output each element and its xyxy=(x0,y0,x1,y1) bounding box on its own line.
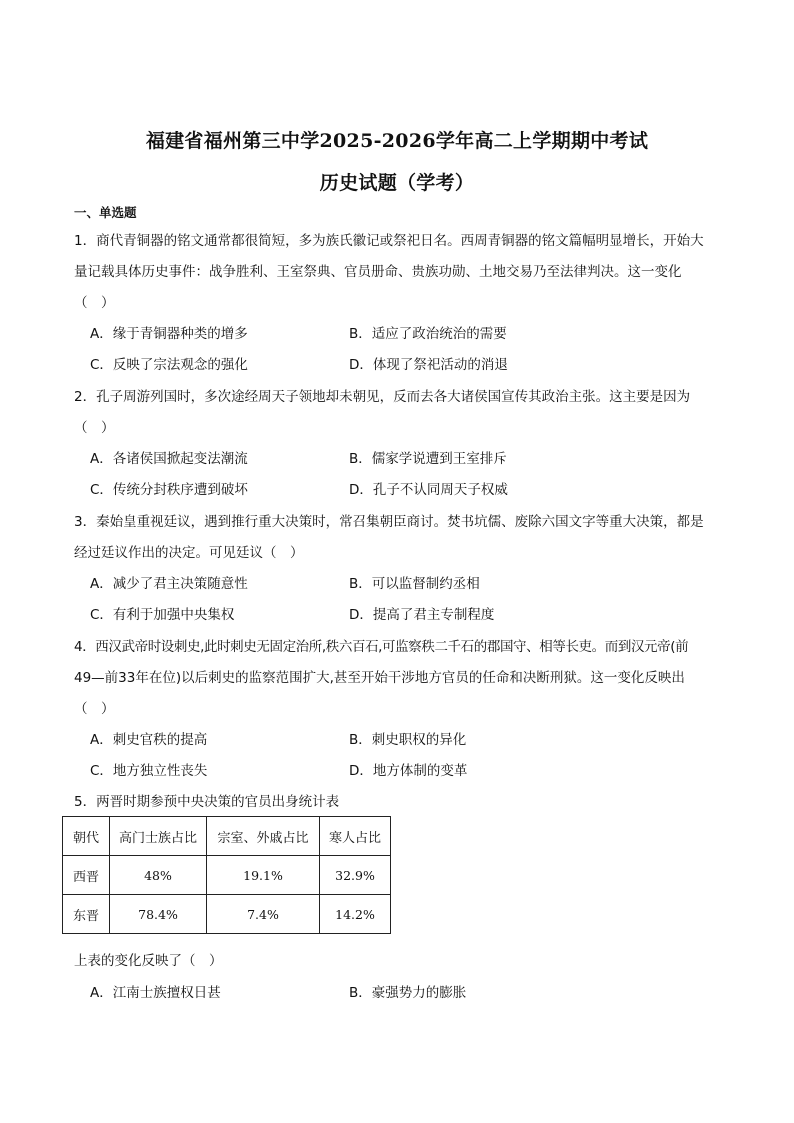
question-3-line-2: 经过廷议作出的决定。可见廷议（ ） xyxy=(74,545,304,561)
table-header-cell: 朝代 xyxy=(63,817,110,856)
question-2-option-c: C．传统分封秩序遭到破坏 xyxy=(90,482,248,498)
table-cell: 7.4% xyxy=(207,895,320,934)
question-1-line-2: 量记载具体历史事件：战争胜利、王室祭典、官员册命、贵族功勋、土地交易乃至法律判决。这一变化 xyxy=(74,264,682,280)
question-2-option-a: A．各诸侯国掀起变法潮流 xyxy=(90,451,248,467)
question-1-option-b: B．适应了政治统治的需要 xyxy=(349,326,507,342)
question-5-line-1: 5．两晋时期参预中央决策的官员出身统计表 xyxy=(74,794,340,810)
question-1-line-1: 1．商代青铜器的铭文通常都很简短，多为族氏徽记或祭祀日名。西周青铜器的铭文篇幅明显增长，开始大 xyxy=(74,233,704,249)
question-3-option-c: C．有利于加强中央集权 xyxy=(90,607,235,623)
question-4-option-c: C．地方独立性丧失 xyxy=(90,763,208,779)
table-cell: 东晋 xyxy=(63,895,110,934)
question-1-line-3: （ ） xyxy=(74,295,115,311)
table-header-row xyxy=(63,817,391,856)
question-1-option-a: A．缘于青铜器种类的增多 xyxy=(90,326,248,342)
exam-subtitle: 历史试题（学考） xyxy=(319,172,475,194)
table-row xyxy=(63,856,391,895)
table-cell: 32.9% xyxy=(320,856,391,895)
table-header-cell: 寒人占比 xyxy=(320,817,391,856)
question-2-line-2: （ ） xyxy=(74,420,115,436)
table-cell: 14.2% xyxy=(320,895,391,934)
table-cell: 48% xyxy=(110,856,207,895)
question-4-line-1: 4．西汉武帝时设刺史,此时刺史无固定治所,秩六百石,可监察秩二千石的郡国守、相等长吏。而到汉元帝(前 xyxy=(74,639,689,655)
question-4-line-2: 49—前33年在位)以后刺史的监察范围扩大,甚至开始干涉地方官员的任命和决断刑狱。这一变化反映出 xyxy=(74,670,685,686)
section-heading: 一、单选题 xyxy=(74,205,137,220)
question-4-option-a: A．刺史官秩的提高 xyxy=(90,732,208,748)
table-row xyxy=(63,895,391,934)
table-header-cell: 宗室、外戚占比 xyxy=(207,817,320,856)
question-4-line-3: （ ） xyxy=(74,701,115,717)
question-3-option-a: A．减少了君主决策随意性 xyxy=(90,576,248,592)
question-5-option-b: B．豪强势力的膨胀 xyxy=(349,985,467,1001)
question-2-option-d: D．孔子不认同周天子权威 xyxy=(349,482,508,498)
question-4-option-d: D．地方体制的变革 xyxy=(349,763,468,779)
table-cell: 西晋 xyxy=(63,856,110,895)
question-3-option-d: D．提高了君主专制程度 xyxy=(349,607,495,623)
table-header-cell: 高门士族占比 xyxy=(110,817,207,856)
exam-title: 福建省福州第三中学2025-2026学年高二上学期期中考试 xyxy=(145,130,649,152)
question-1-option-d: D．体现了祭祀活动的消退 xyxy=(349,357,508,373)
question-5-prompt: 上表的变化反映了（ ） xyxy=(74,953,223,969)
question-3-option-b: B．可以监督制约丞相 xyxy=(349,576,480,592)
official-origin-table xyxy=(62,816,391,934)
question-1-option-c: C．反映了宗法观念的强化 xyxy=(90,357,248,373)
question-4-option-b: B．刺史职权的异化 xyxy=(349,732,467,748)
table-cell: 19.1% xyxy=(207,856,320,895)
table-cell: 78.4% xyxy=(110,895,207,934)
question-2-option-b: B．儒家学说遭到王室排斥 xyxy=(349,451,507,467)
question-3-line-1: 3．秦始皇重视廷议，遇到推行重大决策时，常召集朝臣商讨。焚书坑儒、废除六国文字等重大决策，都是 xyxy=(74,514,704,530)
question-5-option-a: A．江南士族擅权日甚 xyxy=(90,985,221,1001)
question-2-line-1: 2．孔子周游列国时，多次途经周天子领地却未朝见，反而去各大诸侯国宣传其政治主张。这主要是因为 xyxy=(74,389,691,405)
